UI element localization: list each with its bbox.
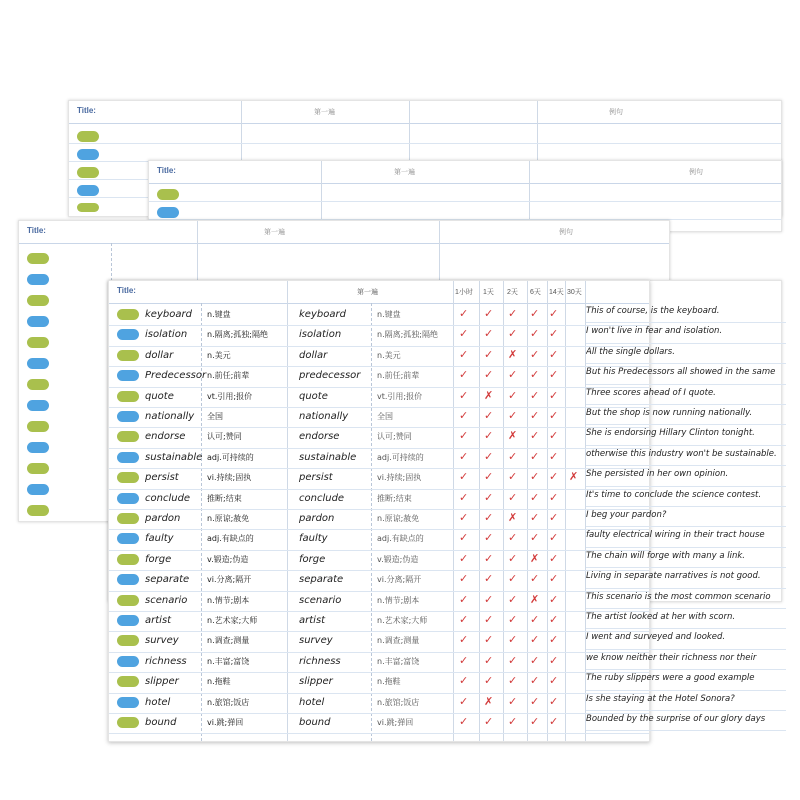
row-pill	[117, 615, 139, 626]
row-pill	[117, 329, 139, 340]
review-mark: ✓	[549, 512, 559, 524]
row-meaning: n.前任;前辈	[207, 371, 250, 381]
col-header-6d: 6天	[530, 289, 541, 296]
row-pill	[117, 595, 139, 606]
row-pill	[27, 253, 49, 264]
review-mark: ✓	[484, 430, 494, 443]
row-word-repeat: pardon	[299, 513, 335, 524]
row-word-repeat: bound	[299, 717, 331, 728]
row-word-repeat: quote	[299, 390, 328, 402]
review-mark: ✗	[508, 348, 518, 361]
row-word: hotel	[145, 696, 171, 708]
col-header-1h: 1小时	[455, 289, 473, 296]
row-word-repeat: keyboard	[299, 309, 346, 320]
section-label: 第一遍	[394, 169, 415, 176]
review-mark: ✓	[459, 716, 469, 728]
review-mark: ✓	[549, 552, 559, 565]
review-mark: ✓	[530, 308, 540, 320]
row-meaning-repeat: 认可;赞同	[377, 432, 412, 442]
review-mark: ✓	[508, 552, 518, 565]
row-word-repeat: hotel	[299, 696, 325, 708]
review-mark: ✓	[459, 348, 469, 361]
row-example: The chain will forge with many a link.	[586, 550, 745, 561]
review-mark: ✓	[530, 654, 540, 667]
review-mark: ✓	[459, 593, 469, 606]
review-mark: ✓	[508, 328, 518, 341]
review-mark: ✓	[549, 410, 559, 422]
review-mark: ✓	[530, 328, 540, 341]
review-mark: ✓	[459, 552, 469, 565]
row-word-repeat: dollar	[299, 349, 328, 361]
row-meaning-repeat: 全国	[377, 412, 393, 421]
review-mark: ✓	[484, 369, 494, 382]
example-header: 例句	[609, 109, 623, 116]
row-meaning-repeat: vi.分离;隔开	[377, 575, 422, 585]
review-mark: ✓	[508, 634, 518, 647]
review-mark: ✓	[459, 614, 469, 626]
row-pill	[117, 391, 139, 402]
row-example: I went and surveyed and looked.	[586, 632, 726, 643]
section-label: 第一遍	[264, 229, 285, 236]
review-mark: ✓	[459, 695, 469, 708]
review-mark: ✓	[530, 716, 540, 728]
title-label: Title:	[27, 226, 46, 235]
row-word: bound	[145, 717, 177, 728]
review-mark: ✓	[508, 532, 518, 545]
row-word: survey	[145, 635, 179, 647]
row-meaning-repeat: n.调查;测量	[377, 636, 420, 646]
review-mark: ✓	[484, 410, 494, 422]
pill-green	[77, 167, 99, 178]
review-mark: ✓	[549, 573, 559, 586]
row-word: slipper	[145, 676, 179, 688]
row-meaning-repeat: n.艺术家;大师	[377, 616, 428, 625]
row-example: Three scores ahead of I quote.	[586, 387, 716, 398]
row-meaning-repeat: adj.可持续的	[377, 452, 424, 462]
review-mark: ✓	[484, 512, 494, 524]
dashed-line	[201, 303, 202, 741]
review-mark: ✓	[508, 654, 518, 667]
review-mark: ✓	[549, 430, 559, 443]
row-word: nationally	[145, 411, 195, 422]
row-example: Bounded by the surprise of our glory days	[586, 714, 766, 724]
row-meaning: 推断;结束	[207, 493, 242, 503]
row-word-repeat: predecessor	[299, 370, 361, 382]
row-meaning: n.原谅;赦免	[207, 514, 250, 523]
review-mark: ✓	[549, 450, 559, 463]
review-mark: ✓	[459, 532, 469, 545]
review-mark: ✓	[508, 308, 518, 320]
example-column	[586, 302, 786, 742]
row-pill	[27, 316, 49, 327]
review-mark: ✓	[549, 491, 559, 504]
review-mark: ✓	[530, 430, 540, 443]
row-pill	[27, 358, 49, 369]
review-mark: ✓	[484, 308, 494, 320]
row-pill	[27, 421, 49, 432]
row-meaning-repeat: vt.引用;报价	[377, 391, 423, 401]
row-meaning-repeat: n.隔离;孤独;隔绝	[377, 330, 439, 340]
row-pill	[27, 379, 49, 390]
row-pill	[27, 274, 49, 285]
row-word: isolation	[145, 329, 188, 341]
row-word: conclude	[145, 492, 191, 504]
review-mark: ✓	[508, 389, 518, 402]
review-mark: ✓	[459, 450, 469, 463]
review-mark: ✓	[508, 695, 518, 708]
row-pill	[117, 493, 139, 504]
row-example: faulty electrical wiring in their tract house	[586, 530, 765, 541]
row-meaning: n.调查;测量	[207, 636, 250, 646]
review-mark: ✓	[459, 389, 469, 402]
row-meaning: adj.有缺点的	[207, 534, 254, 544]
review-mark: ✓	[549, 308, 559, 320]
row-pill	[117, 533, 139, 544]
row-pill	[117, 635, 139, 646]
row-word: sustainable	[145, 451, 203, 463]
row-example: The ruby slippers were a good example	[586, 673, 755, 684]
review-mark: ✓	[484, 716, 494, 728]
review-mark: ✓	[484, 328, 494, 341]
row-word: separate	[145, 574, 190, 586]
title-label: Title:	[117, 286, 136, 295]
review-mark: ✓	[530, 512, 540, 524]
review-mark: ✓	[459, 369, 469, 382]
row-meaning: n.情节;剧本	[207, 595, 250, 605]
row-meaning-repeat: n.键盘	[377, 310, 401, 319]
review-mark: ✓	[484, 675, 494, 688]
review-mark: ✓	[508, 491, 518, 504]
review-mark: ✗	[530, 593, 540, 606]
row-meaning: n.丰富;富饶	[207, 656, 250, 666]
section-label: 第一遍	[314, 109, 335, 116]
section-label: 第一遍	[357, 289, 378, 296]
row-meaning: n.美元	[207, 350, 231, 360]
review-mark: ✓	[530, 450, 540, 463]
review-mark: ✓	[484, 573, 494, 586]
review-mark: ✓	[549, 634, 559, 647]
pill-blue	[77, 185, 99, 196]
review-mark: ✓	[549, 716, 559, 728]
review-mark: ✓	[508, 614, 518, 626]
row-meaning-repeat: 推断;结束	[377, 493, 412, 503]
row-pill	[117, 574, 139, 585]
review-mark: ✓	[484, 552, 494, 565]
row-meaning: n.隔离;孤独;隔绝	[207, 330, 269, 340]
front-sheet	[108, 280, 650, 742]
row-word: richness	[145, 655, 187, 667]
row-pill	[27, 400, 49, 411]
row-word-repeat: scenario	[299, 594, 342, 606]
review-mark: ✗	[530, 552, 540, 565]
row-pill	[117, 656, 139, 667]
row-example: otherwise this industry won't be sustainable.	[586, 448, 777, 459]
row-pill	[117, 370, 139, 381]
review-mark: ✓	[530, 491, 540, 504]
pill-blue	[157, 207, 179, 218]
row-word-repeat: persist	[299, 472, 333, 484]
col-header-1d: 1天	[483, 289, 494, 296]
review-mark: ✓	[549, 369, 559, 382]
review-mark: ✓	[459, 512, 469, 524]
row-example: The artist looked at her with scorn.	[586, 612, 736, 622]
row-word: keyboard	[145, 309, 192, 320]
row-example: She is endorsing Hillary Clinton tonight.	[586, 428, 755, 439]
row-word-repeat: endorse	[299, 431, 340, 443]
row-word: scenario	[145, 594, 188, 606]
pill-green	[77, 203, 99, 212]
pill-blue	[77, 149, 99, 160]
review-mark: ✓	[484, 450, 494, 463]
row-pill	[117, 697, 139, 708]
review-mark: ✓	[484, 593, 494, 606]
review-mark: ✓	[508, 573, 518, 586]
row-word-repeat: conclude	[299, 492, 345, 504]
review-mark: ✓	[530, 573, 540, 586]
review-mark: ✗	[484, 695, 494, 708]
row-word: persist	[145, 472, 179, 484]
row-pill	[27, 295, 49, 306]
row-word-repeat: isolation	[299, 329, 342, 341]
row-pill	[117, 513, 139, 524]
row-pill	[117, 452, 139, 463]
row-meaning-repeat: n.旅馆;饭店	[377, 697, 420, 707]
review-mark: ✗	[484, 389, 494, 402]
pill-green	[157, 189, 179, 200]
review-mark: ✗	[569, 471, 579, 484]
row-pill	[117, 676, 139, 687]
review-mark: ✓	[530, 348, 540, 361]
row-meaning: n.旅馆;饭店	[207, 697, 250, 707]
review-mark: ✓	[530, 695, 540, 708]
review-mark: ✓	[549, 532, 559, 545]
col-header-2d: 2天	[507, 289, 518, 296]
row-meaning: adj.可持续的	[207, 452, 254, 462]
row-word-repeat: nationally	[299, 411, 349, 422]
row-meaning: vi.分离;隔开	[207, 575, 252, 585]
review-mark: ✓	[530, 634, 540, 647]
row-meaning: 全国	[207, 412, 223, 421]
row-word: forge	[145, 553, 172, 565]
row-meaning-repeat: n.情节;剧本	[377, 595, 420, 605]
row-word-repeat: slipper	[299, 676, 333, 688]
review-mark: ✓	[484, 471, 494, 484]
col-header-30d: 30天	[567, 289, 582, 296]
row-pill	[27, 442, 49, 453]
review-mark: ✓	[549, 695, 559, 708]
review-mark: ✓	[549, 389, 559, 402]
sheet-header	[69, 101, 781, 124]
review-mark: ✓	[530, 471, 540, 484]
review-mark: ✓	[484, 634, 494, 647]
review-mark: ✓	[549, 614, 559, 626]
review-mark: ✓	[549, 328, 559, 341]
review-mark: ✓	[508, 369, 518, 382]
title-label: Title:	[77, 106, 96, 115]
review-mark: ✓	[530, 389, 540, 402]
row-word-repeat: sustainable	[299, 451, 357, 463]
row-word-repeat: survey	[299, 635, 333, 647]
row-pill	[27, 337, 49, 348]
review-mark: ✓	[484, 654, 494, 667]
row-meaning: v.锻造;伪造	[207, 554, 249, 564]
sheet-header	[149, 161, 781, 184]
row-word: pardon	[145, 513, 181, 524]
row-meaning-repeat: n.前任;前辈	[377, 371, 420, 381]
row-example: we know neither their richness nor their	[586, 652, 757, 663]
review-mark: ✓	[459, 675, 469, 688]
review-mark: ✓	[459, 328, 469, 341]
review-mark: ✓	[508, 593, 518, 606]
row-example: I beg your pardon?	[586, 510, 667, 520]
row-word-repeat: artist	[299, 615, 326, 626]
review-mark: ✓	[484, 348, 494, 361]
col-header-14d: 14天	[549, 289, 564, 296]
row-meaning: n.艺术家;大师	[207, 616, 258, 625]
row-meaning: vi.持续;固执	[207, 473, 252, 483]
pill-green	[77, 131, 99, 142]
row-word-repeat: separate	[299, 574, 344, 586]
row-example: But the shop is now running nationally.	[586, 408, 753, 418]
row-meaning-repeat: adj.有缺点的	[377, 534, 424, 544]
review-mark: ✓	[459, 430, 469, 443]
row-word: dollar	[145, 349, 174, 361]
dashed-line	[371, 303, 372, 741]
row-example: I won't live in fear and isolation.	[586, 326, 723, 337]
row-example: All the single dollars.	[586, 346, 675, 357]
review-mark: ✓	[549, 471, 559, 484]
review-mark: ✓	[484, 614, 494, 626]
review-mark: ✗	[508, 430, 518, 443]
review-mark: ✓	[508, 450, 518, 463]
row-pill	[117, 309, 139, 320]
row-meaning-repeat: vi.持续;固执	[377, 473, 422, 483]
review-mark: ✓	[484, 532, 494, 545]
row-meaning: vt.引用;报价	[207, 391, 253, 401]
row-meaning-repeat: n.拖鞋	[377, 677, 401, 687]
sheet-header	[19, 221, 669, 244]
row-example: Living in separate narratives is not good.	[586, 571, 761, 582]
review-mark: ✓	[459, 471, 469, 484]
row-example: Is she staying at the Hotel Sonora?	[586, 693, 735, 704]
row-pill	[27, 484, 49, 495]
review-mark: ✓	[530, 532, 540, 545]
review-mark: ✓	[508, 471, 518, 484]
example-header: 例句	[559, 229, 573, 236]
review-mark: ✗	[508, 512, 518, 524]
row-meaning-repeat: n.美元	[377, 350, 401, 360]
row-meaning: n.拖鞋	[207, 677, 231, 687]
review-mark: ✓	[530, 614, 540, 626]
row-word-repeat: richness	[299, 655, 341, 667]
review-mark: ✓	[549, 348, 559, 361]
row-pill	[117, 472, 139, 483]
row-pill	[27, 463, 49, 474]
row-example: It's time to conclude the science contest.	[586, 489, 762, 500]
review-mark: ✓	[459, 491, 469, 504]
row-meaning-repeat: n.原谅;赦免	[377, 514, 420, 523]
review-mark: ✓	[484, 491, 494, 504]
review-mark: ✓	[530, 675, 540, 688]
row-example: This scenario is the most common scenario	[586, 591, 771, 602]
review-mark: ✓	[459, 654, 469, 667]
row-word: Predecessor	[145, 370, 207, 382]
row-word: artist	[145, 615, 172, 626]
review-mark: ✓	[459, 308, 469, 320]
row-meaning: n.键盘	[207, 310, 231, 319]
review-mark: ✓	[459, 634, 469, 647]
review-mark: ✓	[508, 675, 518, 688]
row-pill	[117, 431, 139, 442]
row-pill	[27, 505, 49, 516]
review-mark: ✓	[508, 410, 518, 422]
row-pill	[117, 350, 139, 361]
row-word: quote	[145, 390, 174, 402]
row-meaning: 认可;赞同	[207, 432, 242, 442]
review-mark: ✓	[549, 654, 559, 667]
review-mark: ✓	[549, 593, 559, 606]
title-label: Title:	[157, 166, 176, 175]
row-word: faulty	[145, 533, 174, 545]
row-meaning-repeat: v.锻造;伪造	[377, 554, 419, 564]
review-mark: ✓	[459, 573, 469, 586]
row-meaning: vi.跳;弹回	[207, 718, 244, 727]
row-pill	[117, 717, 139, 728]
review-mark: ✓	[549, 675, 559, 688]
row-pill	[117, 411, 139, 422]
row-example: But his Predecessors all showed in the same	[586, 367, 776, 378]
review-mark: ✓	[508, 716, 518, 728]
row-pill	[117, 554, 139, 565]
row-word-repeat: forge	[299, 553, 326, 565]
row-meaning-repeat: vi.跳;弹回	[377, 718, 414, 727]
row-example: She persisted in her own opinion.	[586, 469, 729, 480]
row-meaning-repeat: n.丰富;富饶	[377, 656, 420, 666]
row-example: This of course, is the keyboard.	[586, 306, 720, 316]
sheet-header	[109, 281, 649, 304]
review-mark: ✓	[530, 410, 540, 422]
example-header: 例句	[689, 169, 703, 176]
row-word-repeat: faulty	[299, 533, 328, 545]
review-mark: ✓	[459, 410, 469, 422]
row-word: endorse	[145, 431, 186, 443]
review-mark: ✓	[530, 369, 540, 382]
